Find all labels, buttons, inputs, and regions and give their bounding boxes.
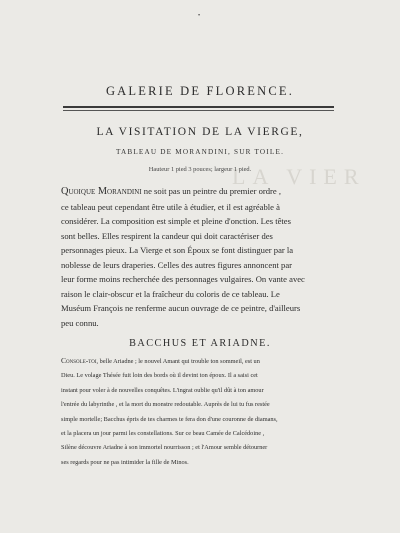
paragraph-lead-smallcaps: Quoique Morandini [61,186,142,197]
section-title-bacchus: BACCHUS ET ARIADNE. [129,338,271,349]
painting-subtitle: TABLEAU DE MORANDINI, SUR TOILE. [115,148,285,156]
paragraph-line: raison le clair-obscur et la fraîcheur du coloris de ce tableau. Le [61,288,280,299]
paragraph-line: sont belles. Elles respirent la candeur qui doit caractériser des [61,230,273,241]
title-rule-thin [63,110,334,111]
paragraph-line: Quoique Morandini ne soit pas un peintre du premier ordre , [61,186,282,197]
paragraph-line: ce tableau peut cependant être utile à étudier, et il est agréable à [61,201,280,212]
paragraph-line: personnages pieux. La Vierge et son Époux se font distinguer par la [61,245,294,255]
painting-dimensions: Hauteur 1 pied 3 pouces; largeur 1 pied. [148,166,252,173]
paragraph-line: instant pour voler à de nouvelles conquêtes. L'ingrat oublie qu'il dût à ton amour [61,386,264,394]
paragraph-line: simple mortelle; Bacchus épris de tes charmes te fera don d'une couronne de diamans, [61,415,278,423]
paragraph-line: leur forme moins recherchée des personnages vulgaires. On vante avec [61,274,305,284]
paragraph-bacchus [61,354,337,470]
title-rule-thick [63,106,334,108]
page-mark: • [198,13,201,19]
paragraph-line: Silène découvre Ariadne à son immortel nourrisson ; et l'Amour semble détourner [61,444,268,452]
paragraph-line: Dieu. Le volage Thésée fuit loin des bords où il devint ton époux. Il a saisi cet [61,372,258,380]
paragraph-line: Console-toi, belle Ariadne ; le nouvel Amant qui trouble ton sommeil, est un [61,356,260,365]
paragraph-visitation [61,184,337,330]
paragraph-line: considérer. La composition est simple et pleine d'onction. Les têtes [61,216,291,226]
paragraph-line: noblesse de leurs draperies. Celles des autres figures annoncent par [61,259,292,270]
paragraph-lead-smallcaps: Console-toi [61,356,97,365]
paragraph-line: ses regards pour ne pas intimider la fille de Minos. [61,458,189,466]
paragraph-line: peu connu. [61,317,99,328]
paragraph-line: l'entrée du labyrinthe , et la mort du monstre redoutable. Auprès de lui tu fus restée [61,401,270,409]
show-through-text: LA VIER [232,164,366,189]
paragraph-line: Muséum François ne renferme aucun ouvrage de ce peintre, d'ailleurs [61,303,301,313]
section-title-visitation: LA VISITATION DE LA VIERGE, [96,126,304,138]
gallery-title: GALERIE DE FLORENCE. [105,84,295,98]
paragraph-line: et la placera un jour parmi les constellations. Sur ce beau Camée de Calcédoine , [61,430,265,438]
